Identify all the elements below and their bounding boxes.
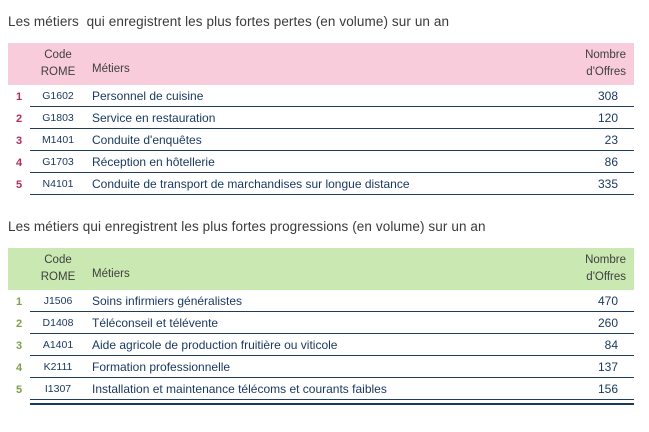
header-nombre-offres: Nombre d'Offres — [585, 49, 626, 78]
code-cell: G1803 — [42, 111, 74, 124]
code-cell: A1401 — [42, 338, 74, 351]
rank-cell: 5 — [15, 383, 23, 396]
table-row — [8, 378, 634, 400]
metier-cell: Soins infirmiers généralistes — [92, 293, 243, 308]
table-row — [8, 290, 634, 312]
table-pertes — [8, 43, 634, 195]
table-row — [8, 312, 634, 334]
rank-cell: 5 — [15, 178, 23, 191]
header-metiers: Métiers — [92, 268, 130, 280]
metier-cell: Formation professionnelle — [92, 359, 231, 374]
metier-cell: Aide agricole de production fruitière ou viticole — [92, 337, 338, 352]
rank-cell: 4 — [15, 156, 23, 169]
metier-cell: Conduite d'enquêtes — [92, 132, 202, 147]
table-row — [8, 173, 634, 195]
header-code-rome: Code ROME — [40, 49, 76, 78]
offres-cell: 260 — [597, 315, 618, 330]
table-title-pertes: Les métiers qui enregistrent les plus fortes pertes (en volume) sur un an — [8, 14, 450, 29]
table-row — [8, 107, 634, 129]
table-row — [8, 356, 634, 378]
header-code-rome: Code ROME — [40, 254, 76, 283]
offres-cell: 84 — [604, 337, 618, 352]
code-cell: G1703 — [42, 155, 74, 168]
code-cell: K2111 — [43, 360, 73, 373]
code-cell: N4101 — [42, 177, 74, 190]
clipped-row-remnant — [30, 400, 634, 405]
rank-cell: 4 — [15, 361, 23, 374]
offres-cell: 335 — [597, 176, 618, 191]
offres-cell: 23 — [604, 132, 618, 147]
code-cell: G1602 — [42, 89, 74, 102]
rank-cell: 3 — [15, 134, 23, 147]
offres-cell: 137 — [597, 359, 618, 374]
code-cell: I1307 — [44, 382, 72, 395]
table-row — [8, 334, 634, 356]
rank-cell: 2 — [15, 112, 23, 125]
header-metiers: Métiers — [92, 63, 130, 75]
metier-cell: Conduite de transport de marchandises sur longue distance — [92, 176, 410, 191]
code-cell: D1408 — [42, 316, 74, 329]
table-title-progressions: Les métiers qui enregistrent les plus fortes progressions (en volume) sur un an — [8, 219, 486, 234]
rank-cell: 3 — [15, 339, 23, 352]
metier-cell: Réception en hôtellerie — [92, 154, 215, 169]
offres-cell: 470 — [597, 293, 618, 308]
metier-cell: Service en restauration — [92, 110, 216, 125]
offres-cell: 86 — [604, 154, 618, 169]
header-nombre-offres: Nombre d'Offres — [585, 254, 626, 283]
offres-cell: 308 — [597, 88, 618, 103]
table-progressions — [8, 248, 634, 405]
code-cell: M1401 — [41, 133, 75, 146]
offres-cell: 156 — [597, 381, 618, 396]
table-progressions-header — [8, 248, 634, 290]
metier-cell: Personnel de cuisine — [92, 88, 204, 103]
rank-cell: 2 — [15, 317, 23, 330]
rank-cell: 1 — [15, 295, 23, 308]
table-row — [8, 85, 634, 107]
table-row — [8, 129, 634, 151]
offres-cell: 120 — [597, 110, 618, 125]
metier-cell: Installation et maintenance télécoms et courants faibles — [92, 381, 387, 396]
code-cell: J1506 — [43, 294, 73, 307]
table-pertes-header — [8, 43, 634, 85]
rank-cell: 1 — [15, 90, 23, 103]
table-row — [8, 151, 634, 173]
metier-cell: Téléconseil et télévente — [92, 315, 219, 330]
